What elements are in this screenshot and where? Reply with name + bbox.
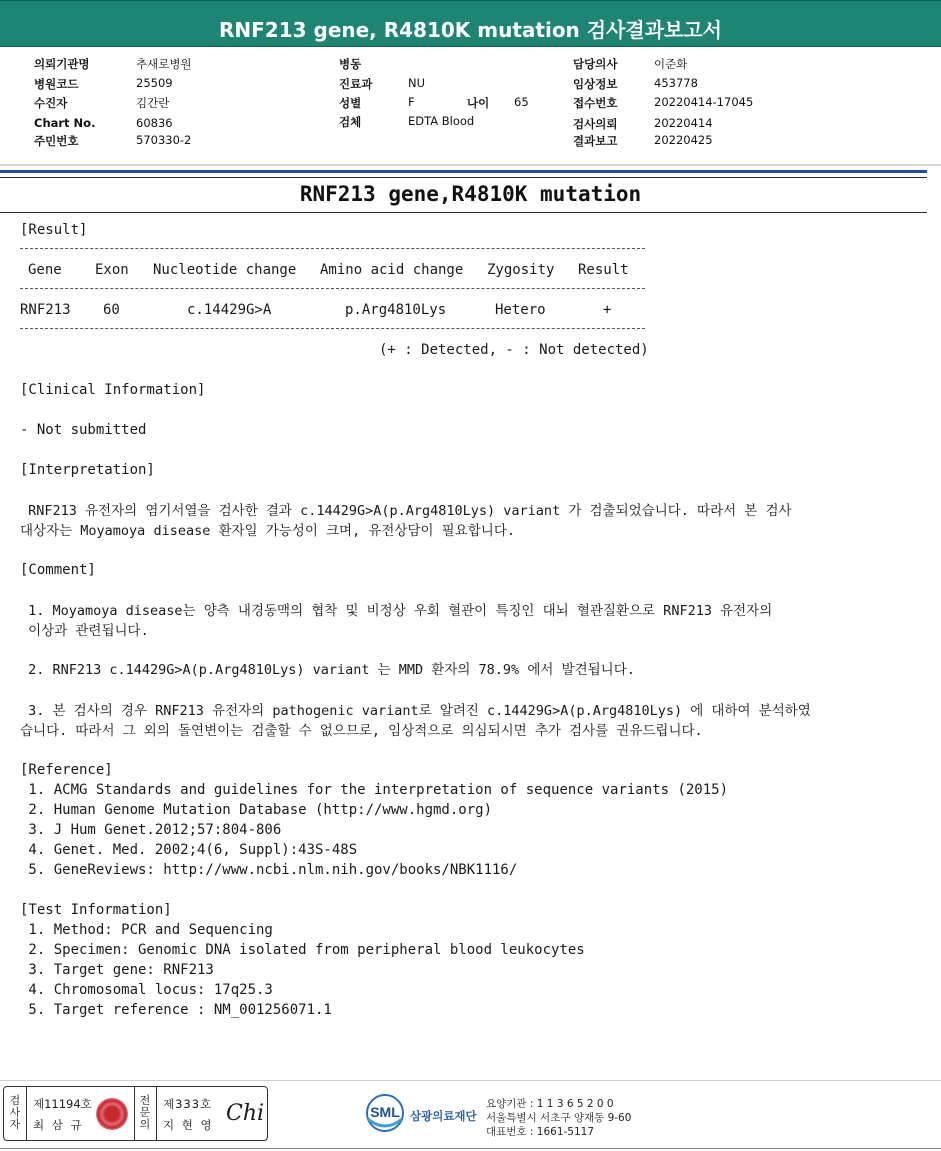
label-patient-name: 수진자 xyxy=(34,96,68,110)
label-age: 나이 xyxy=(467,96,490,110)
specialist-license-no: 제333호 xyxy=(163,1097,213,1111)
interpretation-heading: [Interpretation] xyxy=(20,462,155,478)
org-phone: 대표번호 : 1661-5117 xyxy=(486,1126,595,1138)
label-doctor: 담당의사 xyxy=(573,57,618,71)
cell-zygosity: Hetero xyxy=(495,302,546,318)
interpretation-line-2: 대상자는 Moyamoya disease 환자일 가능성이 크며, 유전상담이 필요합니다. xyxy=(20,523,516,539)
examiner-name: 최 삼 규 xyxy=(33,1118,84,1132)
clinical-text: - Not submitted xyxy=(20,422,147,438)
col-header-gene: Gene xyxy=(28,262,62,278)
org-code: 요양기관 : 1 1 3 6 5 2 0 0 xyxy=(486,1098,614,1110)
reference-heading: [Reference] xyxy=(20,762,113,778)
col-header-exon: Exon xyxy=(95,262,129,278)
value-department: NU xyxy=(408,76,426,90)
test-info-item: 1. Method: PCR and Sequencing xyxy=(20,922,273,938)
reference-item: 4. Genet. Med. 2002;4(6, Suppl):43S-48S xyxy=(20,842,358,858)
comment-3-line-1: 3. 본 검사의 경우 RNF213 유전자의 pathogenic variant로 알려진 c.14429G>A(p.Arg4810Lys) 에 대하여 분석하였 xyxy=(20,703,811,719)
value-resident-no: 570330-2 xyxy=(136,133,192,147)
test-info-item: 5. Target reference : NM_001256071.1 xyxy=(20,1002,332,1018)
label-request-date: 검사의뢰 xyxy=(573,117,618,131)
patient-info xyxy=(0,0,941,165)
table-divider-mid xyxy=(20,288,645,289)
value-report-date: 20220425 xyxy=(654,133,713,147)
label-requesting-org: 의뢰기관명 xyxy=(34,57,90,71)
value-doctor: 이준화 xyxy=(654,57,688,71)
test-info-heading: [Test Information] xyxy=(20,902,172,918)
value-sex: F xyxy=(408,95,415,109)
sml-logo-swoosh xyxy=(368,1119,402,1126)
title-rule-thin xyxy=(0,177,927,178)
label-clinical-info: 임상정보 xyxy=(573,77,618,91)
value-hospital-code: 25509 xyxy=(136,76,173,90)
specialist-col-divider xyxy=(156,1087,157,1140)
page-bottom-line xyxy=(0,1148,941,1149)
specialist-name: 지 현 영 xyxy=(163,1118,214,1132)
cell-gene: RNF213 xyxy=(20,302,71,318)
col-header-amino-acid: Amino acid change xyxy=(320,262,464,278)
label-department: 진료과 xyxy=(339,77,373,91)
reference-item: 2. Human Genome Mutation Database (http://www.hgmd.org) xyxy=(20,802,493,818)
label-hospital-code: 병원코드 xyxy=(34,77,79,91)
value-patient-name: 김간란 xyxy=(136,96,170,110)
interpretation-line-1: RNF213 유전자의 염기서열을 검사한 결과 c.14429G>A(p.Arg4810Lys) variant 가 검출되었습니다. 따라서 본 검사 xyxy=(20,503,792,519)
examiner-col-divider xyxy=(26,1087,27,1140)
result-legend: (+ : Detected, - : Not detected) xyxy=(379,342,649,358)
label-report-date: 결과보고 xyxy=(573,134,618,148)
footer-divider xyxy=(0,1080,941,1081)
title-rule-top xyxy=(0,170,927,173)
col-header-nucleotide: Nucleotide change xyxy=(153,262,297,278)
value-requesting-org: 추새로병원 xyxy=(136,57,192,71)
org-name: 삼광의료재단 xyxy=(410,1109,477,1123)
header-divider xyxy=(0,164,941,166)
cell-result: + xyxy=(603,302,612,318)
reference-item: 1. ACMG Standards and guidelines for the interpretation of sequence variants (2015) xyxy=(20,782,729,798)
table-divider-top xyxy=(20,248,645,249)
test-info-item: 2. Specimen: Genomic DNA isolated from peripheral blood leukocytes xyxy=(20,942,585,958)
cell-nucleotide: c.14429G>A xyxy=(187,302,272,318)
result-heading: [Result] xyxy=(20,222,88,238)
value-receipt-no: 20220414-17045 xyxy=(654,95,754,109)
comment-1-line-2: 이상과 관련됩니다. xyxy=(20,623,149,639)
label-receipt-no: 접수번호 xyxy=(573,96,618,110)
specialist-col-divider-left xyxy=(134,1087,135,1140)
label-ward: 병동 xyxy=(339,57,362,71)
sml-logo xyxy=(364,1093,406,1133)
reference-item: 3. J Hum Genet.2012;57:804-806 xyxy=(20,822,282,838)
clinical-heading: [Clinical Information] xyxy=(20,382,206,398)
comment-1-line-1: 1. Moyamoya disease는 양측 내경동맥의 협착 및 비정상 우회 혈관이 특징인 대뇌 혈관질환으로 RNF213 유전자의 xyxy=(20,603,773,619)
report-title: RNF213 gene,R4810K mutation xyxy=(299,182,642,206)
test-info-item: 4. Chromosomal locus: 17q25.3 xyxy=(20,982,273,998)
value-chart-no: 60836 xyxy=(136,116,173,130)
col-header-zygosity: Zygosity xyxy=(487,262,555,278)
examiner-license-no: 제11194호 xyxy=(33,1097,92,1111)
comment-2: 2. RNF213 c.14429G>A(p.Arg4810Lys) variant 는 MMD 환자의 78.9% 에서 발견됩니다. xyxy=(20,662,635,678)
comment-3-line-2: 습니다. 따라서 그 외의 돌연변이는 검출할 수 없으므로, 임상적으로 의심되시면 추가 검사를 권유드립니다. xyxy=(20,723,703,739)
examiner-seal xyxy=(96,1098,128,1130)
value-age: 65 xyxy=(514,95,529,109)
label-specimen: 검체 xyxy=(339,115,362,129)
test-info-item: 3. Target gene: RNF213 xyxy=(20,962,214,978)
signature-box xyxy=(3,1086,268,1141)
examiner-label: 검사자 xyxy=(9,1094,21,1131)
org-address: 서울특별시 서초구 양재동 9-60 xyxy=(486,1112,632,1124)
value-clinical-info: 453778 xyxy=(654,76,698,90)
specialist-label: 전문의 xyxy=(139,1094,151,1131)
value-specimen: EDTA Blood xyxy=(408,114,475,128)
sml-logo-text: SML xyxy=(370,1104,400,1120)
label-chart-no: Chart No. xyxy=(34,116,96,130)
reference-item: 5. GeneReviews: http://www.ncbi.nlm.nih.gov/books/NBK1116/ xyxy=(20,862,518,878)
specialist-signature: Chi xyxy=(226,1101,265,1126)
col-header-result: Result xyxy=(578,262,629,278)
value-request-date: 20220414 xyxy=(654,116,713,130)
cell-amino-acid: p.Arg4810Lys xyxy=(345,302,447,318)
cell-exon: 60 xyxy=(103,302,120,318)
label-sex: 성별 xyxy=(339,96,362,110)
banner-title: RNF213 gene, R4810K mutation 검사결과보고서 xyxy=(218,18,722,42)
comment-heading: [Comment] xyxy=(20,562,96,578)
label-resident-no: 주민번호 xyxy=(34,134,79,148)
table-divider-bottom xyxy=(20,328,645,329)
title-rule-bottom xyxy=(0,212,927,213)
